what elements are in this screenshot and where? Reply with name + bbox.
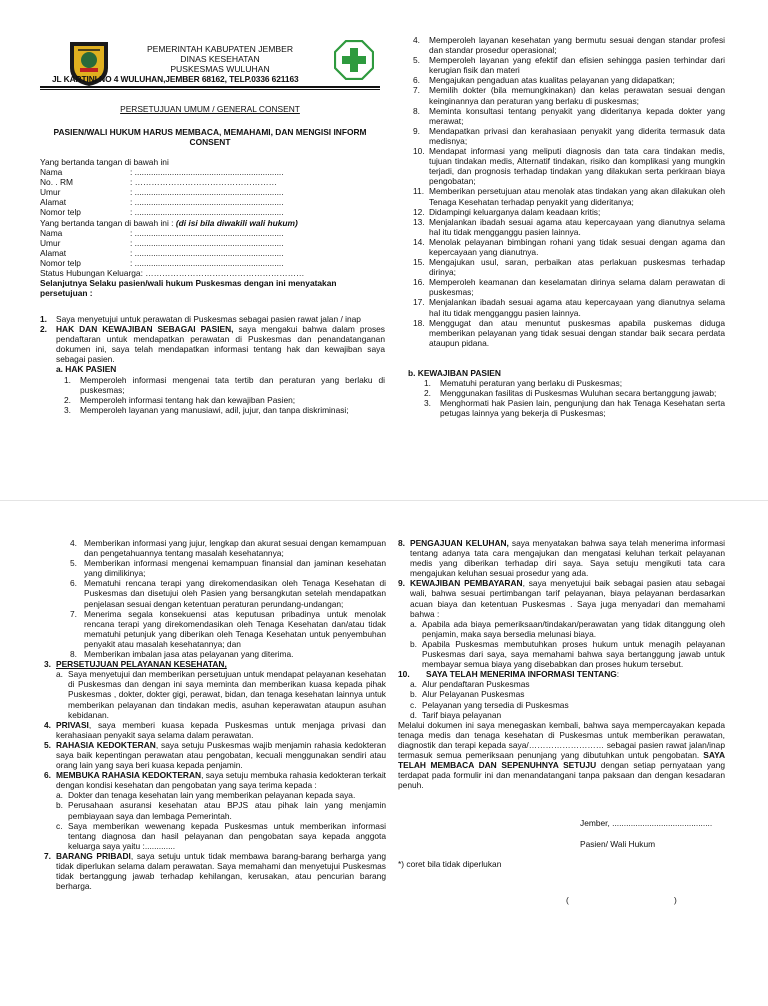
kewajiban-item: 4. Memberikan informasi yang jujur, lengkap dan akurat sesuai dengan kemampuan dan pengetahuannya tentang masalah kesehatannya; — [70, 538, 386, 559]
consent-item-10-sub: d. Tarif biaya pelayanan — [410, 709, 502, 720]
field-rm-value[interactable]: : …………………………………………… — [130, 177, 278, 188]
consent-item-4: 4. PRIVASI, saya memberi kuasa kepada Puskesmas untuk menjaga privasi dan kerahasiaan penyakit saya selama dalam perawatan. — [44, 719, 386, 740]
guardian-telp: Nomor telp : ................................................................ — [40, 257, 284, 268]
consent-item-10: 10. SAYA TELAH MENERIMA INFORMASI TENTANG: — [398, 669, 620, 680]
guardian-umur-value[interactable]: : ................................................................ — [130, 237, 284, 248]
place-date[interactable]: Jember, ........................................... — [580, 818, 713, 828]
form-title: PERSETUJUAN UMUM / GENERAL CONSENT — [120, 104, 300, 114]
hak-item: 6. Mengajukan pengaduan atas kualitas pelayanan yang didapatkan; — [413, 75, 675, 86]
consent-item-10-sub: a. Alur pendaftaran Puskesmas — [410, 679, 530, 690]
hak-item: 11. Memberikan persetujuan atau menolak atas tindakan yang akan dilakukan oleh Tenaga Kesehatan terhadap penyakit yang dideritanya; — [413, 186, 725, 207]
hak-item: 15. Mengajukan usul, saran, perbaikan atas perlakuan puskesmas terhadap dirinya; — [413, 257, 725, 278]
page-divider — [0, 500, 768, 501]
letterhead-line1: PEMERINTAH KABUPATEN JEMBER — [146, 44, 294, 54]
hak-item: 3. Memperoleh layanan yang manusiawi, adil, jujur, dan tanpa diskriminasi; — [64, 404, 349, 415]
kewajiban-item: 5. Memberikan informasi mengenai kemampuan finansial dan jaminan kesehatan yang dimilikinya; — [70, 558, 386, 579]
consent-items-left-bottom — [44, 538, 386, 891]
letterhead-line2: DINAS KESEHATAN — [180, 54, 260, 64]
field-rm: No. . RM : …………………………………………… — [40, 177, 278, 188]
letterhead — [100, 44, 340, 74]
field-nama: Nama : ................................................................ — [40, 167, 284, 178]
consent-item-7: 7. BARANG PRIBADI, saya setuju untuk tidak membawa barang-barang berharga yang tidak diperlukan selama dalam perawatan. Saya memahami dan menyetujui Puskesmas tidak bertanggung jawab terhadap kehilangan, kerusakan, atau pencurian barang berharga. — [44, 850, 387, 892]
hak-item: 8. Meminta konsultasi tentang penyakit yang dideritanya kepada dokter yang merawat; — [413, 105, 725, 126]
hak-item: 4. Memperoleh layanan kesehatan yang bermutu sesuai dengan standar profesi dan standar prosedur operasional; — [413, 35, 725, 56]
kewajiban-pasien-section — [408, 368, 725, 418]
hak-item: 16. Memperoleh keamanan dan keselamatan dirinya selama dalam perawatan di puskesmas; — [413, 277, 725, 298]
consent-item-6-sub: a. Dokter dan tenaga kesehatan lain yang memberikan pelayanan kepada saya. — [56, 790, 356, 801]
field-telp: Nomor telp : ................................................................ — [40, 207, 284, 218]
closing-statement: Melalui dokumen ini saya menegaskan kembali, bahwa saya mempercayakan kepada tenaga medis dan tenaga kesehatan di Puskesmas untuk memberikan perawatan, diagnostik dan terapi kepada saya/……………………… sebagai pasien rawat jalan/inap termasuk semua pemeriksaan penunjang yang dibutuhkan untuk pengobatan. SAYA TELAH MEMBACA DAN SEPENUHNYA SETUJU dengan setiap pernyataan yang terdapat pada formulir ini dan menandatangani tanpa paksaan dan dengan kesadaran penuh. — [398, 719, 725, 791]
puskesmas-logo — [334, 40, 374, 80]
form-subtitle: PASIEN/WALI HUKUM HARUS MEMBACA, MEMAHAMI, DAN MENGISI INFORM CONSENT — [53, 127, 367, 148]
kewajiban-item: 8. Memberikan imbalan jasa atas pelayanan yang diterima. — [70, 649, 294, 660]
hak-item: 1. Memperoleh informasi mengenai tata tertib dan peraturan yang berlaku di puskesmas; — [64, 374, 385, 395]
guardian-nama: Nama : ................................................................ — [40, 227, 284, 238]
consent-item-8: 8. PENGAJUAN KELUHAN, saya menyatakan bahwa saya telah menerima informasi tentang adanya tata cara mengajukan dan mengatasi keluhan terkait pelayanan medis yang diberikan terhadap diri saya. Saya setuju mengikuti tata cara mengajukan keluhan sesuai prosedur yang ada. — [398, 538, 726, 579]
guardian-alamat: Alamat : ................................................................ — [40, 247, 284, 258]
hak-item: 13. Menjalankan ibadah sesuai agama atau kepercayaan yang dianutnya selama hal itu tidak mengganggu pasien lainnya. — [413, 216, 725, 237]
family-relation[interactable]: Status Hubungan Keluarga: ………………………………………………… — [40, 268, 305, 279]
hak-item: 17. Menjalankan ibadah sesuai agama atau kepercayaan yang dianutnya selama hal itu tidak mengganggu pasien lainnya. — [413, 297, 725, 318]
hak-item: 7. Memilih dokter (bila memungkinakan) dan kelas perawatan sesuai dengan keinginannya dan peraturan yang berlaku di puskesmas; — [413, 85, 725, 106]
signature-paren-open: ( — [566, 895, 569, 905]
hak-item: 9. Mendapatkan privasi dan kerahasiaan penyakit yang diderita termasuk data medisnya; — [413, 125, 725, 146]
hak-pasien-continued — [413, 35, 725, 348]
letterhead-rule — [40, 86, 380, 88]
consent-item-6-sub: c. Saya memberikan wewenang kepada Puskesmas untuk memberikan informasi tentang diagnosa dan hasil pelayanan dan pengobatan saya kepada anggota keluarga saya yaitu :............. — [56, 820, 386, 851]
consent-item-9-sub: a. Apabila ada biaya pemeriksaan/tindakan/perawatan yang tidak ditanggung oleh penjamin, maka saya bersedia melunasi biaya. — [410, 618, 725, 639]
letterhead-rule-thin — [40, 89, 380, 90]
consent-item-9-sub: b. Apabila Puskesmas membutuhkan proses hukum untuk menagih pelayanan Puskesmas dari saya, saya memahami bahwa saya bertanggung jawab untuk membayar semua biaya yang disebabkan dan proses hukum tersebut. — [410, 638, 725, 670]
guardian-intro: Yang bertanda tangan di bawah ini : (di isi bila diwakili wali hukum) — [40, 217, 298, 228]
identity-section — [40, 157, 385, 298]
consent-item-10-sub: c. Pelayanan yang tersedia di Puskesmas — [410, 699, 569, 710]
kewajiban-item: 2. Menggunakan fasilitas di Puskesmas Wuluhan secara bertanggung jawab; — [424, 388, 717, 399]
letterhead-line3: PUSKESMAS WULUHAN — [170, 64, 270, 74]
consent-item-1: 1. Saya menyetujui untuk perawatan di Puskesmas sebagai pasien rawat jalan / inap — [40, 314, 361, 324]
consent-item-9: 9. KEWAJIBAN PEMBAYARAN, saya menyetujui baik sebagai pasien atau sebagai wali, bahwa sesuai pertimbangan tarif pelayanan, biaya pelayanan berdasarkan acuan biaya dan ketentuan Puskesmas . Saya juga menyadari dan memahami bahwa : — [398, 578, 725, 619]
field-nama-value[interactable]: : ................................................................ — [130, 167, 284, 178]
guardian-telp-value[interactable]: : ................................................................ — [130, 257, 284, 268]
kewajiban-item: 7. Menerima segala konsekuensi atas keputusan pribadinya untuk menolak rencana terapi yang direkomendasikan oleh Tenaga Kesehatan dan/atau tidak mematuhi petunjuk yang diberikan oleh Tenaga Kesehatan untuk penyembuhan penyakit atau masalah kesehatannya; dan — [70, 608, 386, 649]
footnote: *) coret bila tidak diperlukan — [398, 859, 502, 869]
hak-pasien-heading: a. HAK PASIEN — [56, 364, 117, 375]
consent-items-right-bottom — [398, 538, 725, 790]
hak-item: 5. Memperoleh layanan yang efektif dan efisien sehingga pasien terhindar dari kerugian fisik dan materi — [413, 55, 725, 76]
consent-item-2: 2. HAK DAN KEWAJIBAN SEBAGAI PASIEN, saya mengakui bahwa dalam proses pendaftaran untuk mendapatkan perawatan di Puskesmas dan penandatanganan dokumen ini, saya telah mendapatkan informasi tentang hak dan kewajiban saya sebagai pasien. — [40, 324, 385, 365]
signer-label: Pasien/ Wali Hukum — [580, 839, 656, 849]
hak-item: 18. Menggugat dan atau menuntut puskesmas apabila puskemas diduga memberikan pelayanan yang tidak sesuai dengan standar baik secara perdata ataupun pidana. — [413, 317, 725, 348]
hak-item: 14. Menolak pelayanan bimbingan rohani yang tidak sesuai dengan agama dan kepercayaan yang dianutnya. — [413, 236, 725, 257]
hak-item: 12. Didampingi keluarganya dalam keadaan kritis; — [413, 206, 601, 217]
hak-item: 2. Memperoleh informasi tentang hak dan kewajiban Pasien; — [64, 394, 296, 405]
identity-intro: Yang bertanda tangan di bawah ini — [40, 157, 169, 167]
signature-line[interactable] — [578, 895, 670, 905]
guardian-umur: Umur : ................................................................ — [40, 237, 284, 248]
field-alamat-value[interactable]: : ................................................................ — [130, 197, 284, 208]
consent-statement: Selanjutnya Selaku pasien/wali hukum Puskesmas dengan ini menyatakan persetujuan : — [40, 278, 337, 299]
consent-item-10-sub: b. Alur Pelayanan Puskesmas — [410, 689, 525, 700]
field-umur-value[interactable]: : ................................................................ — [130, 187, 284, 198]
field-alamat: Alamat : ................................................................ — [40, 197, 284, 208]
consent-item-6: 6. MEMBUKA RAHASIA KEDOKTERAN, saya setuju membuka rahasia kedokteran terkait dengan kondisi kesehatan dan pengobatan yang saya terima kepada : — [44, 770, 387, 791]
hak-item: 10. Mendapat informasi yang meliputi diagnosis dan tata cara tindakan medis, tujuan tindakan medis, Alternatif tindakan, risiko dan komplikasi yang mungkin terjadi, dan prognosis terhadap tindakan yang dilakukan serta perkiraan biaya pengobatan; — [413, 146, 725, 187]
consent-item-3: 3. PERSETUJUAN PELAYANAN KESEHATAN, — [44, 659, 227, 670]
letterhead-address: JL KARTINI NO 4 WULUHAN,JEMBER 68162, TELP.0336 621163 — [52, 74, 299, 84]
consent-item-3a: a. Saya menyetujui dan memberikan persetujuan untuk mendapat pelayanan kesehatan di Puskesmas dan dengan ini saya meminta dan memberikan kuasa kepada pihak Puskesmas , dokter, dokter gigi, perawat, bidan, dan tenaga kesehatan lainnya untuk memberikan pelayanan dan tindakan medis, asuhan keperawatan ataupun asuhan kebidanan. — [56, 669, 386, 720]
consent-items-left — [40, 314, 385, 415]
kewajiban-item: 6. Mematuhi rencana terapi yang direkomendasikan oleh Tenaga Kesehatan di Puskesmas dan disetujui oleh Pasien yang bersangkutan setelah mendapatkan penjelasan sesuai dengan ketentuan peraturan perundang-undangan; — [70, 578, 386, 609]
kewajiban-item: 3. Menghormati hak Pasien lain, pengunjung dan hak Tenaga Kesehatan serta petugas lainnya yang bekerja di Puskesmas; — [424, 398, 725, 419]
signature-paren-close: ) — [674, 895, 677, 905]
field-umur: Umur : ................................................................ — [40, 187, 284, 198]
consent-item-6-sub: b. Perusahaan asuransi kesehatan atau BPJS atau pihak lain yang menjamin pembiayaan saya dan lembaga Pemerintah. — [56, 800, 386, 821]
field-telp-value[interactable]: : ................................................................ — [130, 207, 284, 218]
guardian-nama-value[interactable]: : ................................................................ — [130, 227, 284, 238]
kewajiban-pasien-heading: b. KEWAJIBAN PASIEN — [408, 368, 501, 378]
kewajiban-item: 1. Mematuhi peraturan yang berlaku di Puskesmas; — [424, 378, 623, 389]
consent-item-5: 5. RAHASIA KEDOKTERAN, saya setuju Puskesmas wajib menjamin rahasia kedokteran saya baik kepentingan perawatan atau pengobatan, kecuali menggunakan sendiri atau orang lain yang saya beri kuasa kepada penjamin. — [44, 739, 386, 771]
guardian-alamat-value[interactable]: : ................................................................ — [130, 247, 284, 258]
